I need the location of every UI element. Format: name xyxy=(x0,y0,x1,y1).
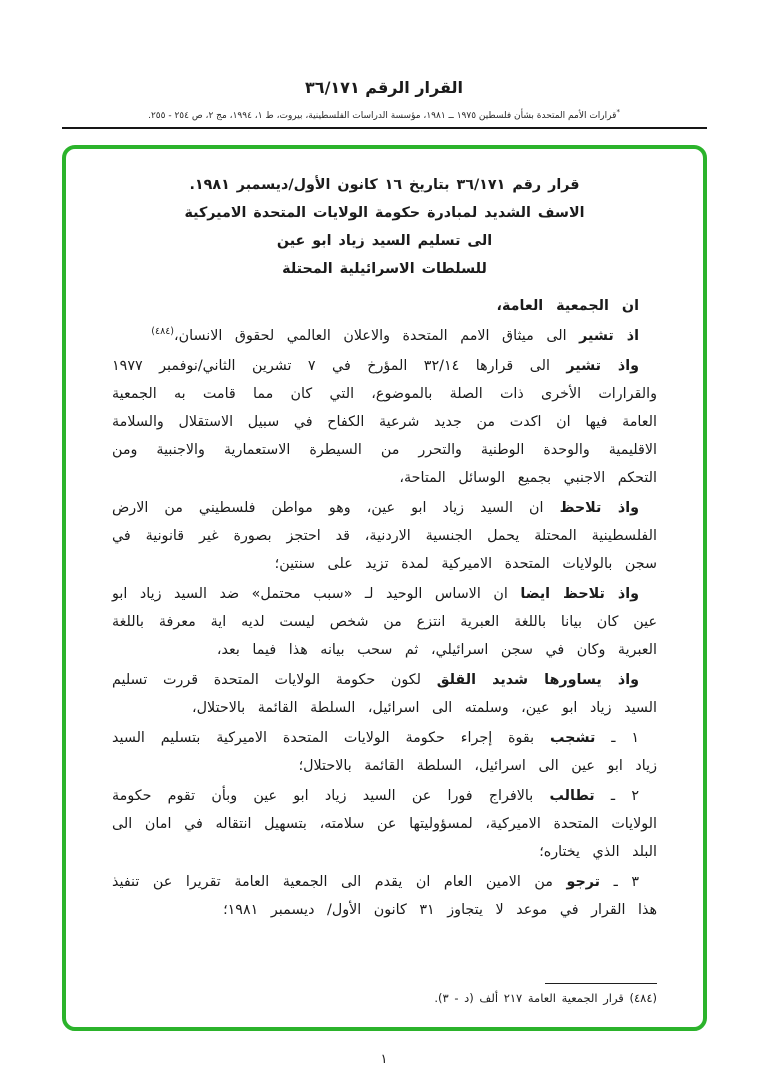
paragraph-text: الى قرارها ٣٢/١٤ المؤرخ في ٧ تشرين الثاني/نوفمبر ١٩٧٧ والقرارات الأخرى ذات الصلة بالموضوع، التي كان مما قامت به الجمعية العامة فيها ان اكدت من جديد شرعية الكفاح في سبيل الاستقلال والسلامة الاقليمية والوحدة الوطنية والتحرر من السيطرة الاستعمارية والاجنبية ومن التحكم الاجنبي بجميع الوسائل المتاحة، xyxy=(112,358,657,486)
paragraph-number: ٢ ـ xyxy=(594,788,640,804)
heading-line: قرار رقم ٣٦/١٧١ بتاريخ ١٦ كانون الأول/ديسمبر ١٩٨١. xyxy=(189,177,580,193)
heading-line: الاسف الشديد لمبادرة حكومة الولايات المتحدة الاميركية xyxy=(184,205,585,221)
footnote-block xyxy=(112,983,657,1005)
preambular-paragraph xyxy=(112,666,657,722)
heading-line: الى تسليم السيد زياد ابو عين xyxy=(276,233,493,249)
header-divider-rule xyxy=(62,127,707,129)
paragraph-lead: ترجو xyxy=(566,874,601,890)
paragraph-text: بقوة إجراء حكومة الولايات المتحدة الاميركية بتسليم السيد زياد ابو عين الى اسرائيل، السلطة القائمة بالاحتلال؛ xyxy=(112,730,657,774)
source-citation xyxy=(34,108,734,121)
source-citation-text: قرارات الأمم المتحدة بشأن فلسطين ١٩٧٥ ــ ١٩٨١، مؤسسة الدراسات الفلسطينية، بيروت، ط ١، ١٩٩٤، مج ٢، ص ٢٥٤ - ٢٥٥. xyxy=(148,111,617,121)
paragraph-text: بالافراج فورا عن السيد زياد ابو عين وبأن تقوم حكومة الولايات المتحدة الاميركية، لمسؤوليتها عن سلامته، بتسهيل انتقاله في امان الى البلد الذي يختاره؛ xyxy=(112,788,657,860)
footnote-body: قرار الجمعية العامة ٢١٧ ألف (د - ٣). xyxy=(434,991,624,1005)
paragraph-lead: واذ تلاحظ xyxy=(559,500,639,516)
paragraph-lead: واذ تلاحظ ايضا xyxy=(520,586,639,602)
citation-asterisk-mark: * xyxy=(616,108,620,116)
preamble-opening: ان الجمعية العامة، xyxy=(496,298,639,314)
operative-paragraph xyxy=(112,782,657,866)
preambular-paragraph xyxy=(112,352,657,492)
footnote-divider-rule xyxy=(545,983,657,984)
preambular-paragraph xyxy=(112,494,657,578)
paragraph-lead: تطالب xyxy=(549,788,595,804)
paragraph-number: ١ ـ xyxy=(595,730,640,746)
resolution-body xyxy=(112,292,657,924)
preambular-paragraph xyxy=(112,322,657,350)
paragraph-lead: واذ تشير xyxy=(566,358,640,374)
footnote-ref: (٤٨٤) xyxy=(151,326,175,338)
paragraph-text: ان السيد زياد ابو عين، وهو مواطن فلسطيني من الارض الفلسطينية المحتلة يحمل الجنسية الاردنية، قد احتجز بصورة غير قانونية في سجن بالولايات المتحدة الاميركية لمدة تزيد على سنتين؛ xyxy=(112,500,657,572)
paragraph-text: الى ميثاق الامم المتحدة والاعلان العالمي لحقوق الانسان، xyxy=(174,328,580,344)
paragraph-lead: واذ يساورها شديد القلق xyxy=(436,672,640,688)
page-title: القرار الرقم ٣٦/١٧١ xyxy=(305,78,463,97)
heading-line: للسلطات الاسرائيلية المحتلة xyxy=(282,261,487,277)
footnote-text xyxy=(112,991,657,1005)
paragraph-number: ٣ ـ xyxy=(600,874,640,890)
footnote-marker: (٤٨٤) xyxy=(629,991,657,1005)
resolution-frame xyxy=(62,145,707,1031)
resolution-heading xyxy=(112,171,657,283)
paragraph-text: من الامين العام ان يقدم الى الجمعية العامة تقريرا عن تنفيذ هذا القرار في موعد لا يتجاوز ٣١ كانون الأول/ ديسمبر ١٩٨١؛ xyxy=(112,874,657,918)
paragraph-text: لكون حكومة الولايات المتحدة قررت تسليم السيد زياد ابو عين، وسلمته الى اسرائيل، السلطة القائمة بالاحتلال، xyxy=(112,672,657,716)
page-number: ١ xyxy=(380,1052,388,1067)
preambular-paragraph xyxy=(112,580,657,664)
operative-paragraph xyxy=(112,868,657,924)
paragraph-lead: تشجب xyxy=(550,730,596,746)
paragraph-lead: اذ تشير xyxy=(579,328,639,344)
paragraph-text: ان الاساس الوحيد لـ «سبب محتمل» ضد السيد زياد ابو عين كان بيانا باللغة العبرية انتزع من شخص ليست لديه اية معرفة باللغة العبرية وكان في سجن اسرائيلي، ثم سحب بيانه هذا فيما بعد، xyxy=(112,586,657,658)
operative-paragraph xyxy=(112,724,657,780)
